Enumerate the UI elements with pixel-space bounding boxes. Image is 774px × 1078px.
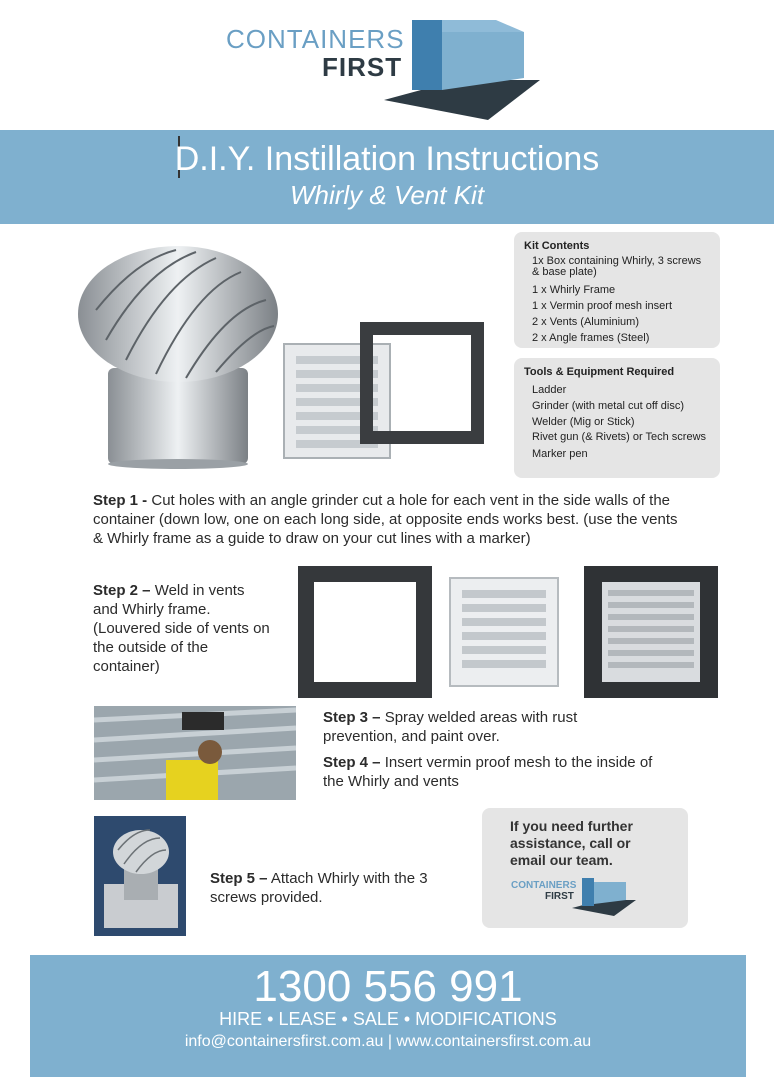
help-logo-text-containers: CONTAINERS (511, 880, 577, 891)
logo-text-first: FIRST (322, 52, 403, 82)
tool-item: Grinder (with metal cut off disc) (532, 400, 685, 412)
phone-number[interactable]: 1300 556 991 (253, 962, 523, 1011)
page-title: D.I.Y. Instillation Instructions (174, 140, 600, 178)
kit-item: 1x Box containing Whirly, 3 screws & base plate) (532, 255, 702, 278)
step-1 (93, 491, 683, 548)
logo-container-graphic (384, 18, 544, 126)
step-5-text: Attach Whirly with the 3 screws provided. (210, 870, 428, 906)
step-4-text: Insert vermin proof mesh to the inside of the Whirly and vents (323, 754, 653, 790)
page-subtitle: Whirly & Vent Kit (289, 180, 485, 210)
kit-item: 2 x Angle frames (Steel) (532, 332, 650, 344)
step-5-label: Step 5 – (210, 870, 268, 887)
angle-frame-image (360, 322, 484, 444)
worker-spray-image (94, 706, 296, 800)
step-4 (323, 753, 673, 791)
tools-heading: Tools & Equipment Required (524, 366, 675, 378)
kit-contents-heading: Kit Contents (524, 240, 590, 252)
help-logo-text-first: FIRST (545, 891, 574, 902)
step-2-label: Step 2 – (93, 582, 151, 599)
tool-item: Rivet gun (& Rivets) or Tech screws (532, 431, 707, 443)
tool-item: Ladder (532, 384, 567, 396)
step-5 (210, 869, 430, 907)
tools-box (514, 358, 720, 478)
step-3 (323, 708, 643, 746)
logo-text-containers: CONTAINERS (226, 24, 405, 54)
step-3-text: Spray welded areas with rust prevention, and paint over. (323, 709, 578, 745)
step-2 (93, 581, 273, 676)
step-3-label: Step 3 – (323, 709, 381, 726)
whirly-installed-image (94, 816, 186, 936)
step-4-label: Step 4 – (323, 754, 381, 771)
help-logo-graphic (572, 876, 638, 918)
step-1-text: Cut holes with an angle grinder cut a hole for each vent in the side walls of the container (down low, one on each long side, at opposite ends works best. (use the vents & Whirly frame as a guide to draw on your cut lines with a marker) (93, 492, 678, 547)
kit-item: 2 x Vents (Aluminium) (532, 316, 639, 328)
step-1-label: Step 1 - (93, 492, 148, 509)
step-2-text: Weld in vents and Whirly frame. (Louvered side of vents on the outside of the container) (93, 582, 270, 675)
kit-contents-box (514, 232, 720, 348)
tool-item: Marker pen (532, 448, 588, 460)
services-list: HIRE • LEASE • SALE • MODIFICATIONS (219, 1009, 557, 1029)
welded-vent-in-frame-image (584, 566, 718, 698)
tool-item: Welder (Mig or Stick) (532, 416, 635, 428)
weld-vent-image (448, 576, 560, 688)
contact-info[interactable]: info@containersfirst.com.au | www.containersfirst.com.au (184, 1033, 592, 1050)
kit-item: 1 x Vermin proof mesh insert (532, 300, 673, 312)
help-text: If you need further assistance, call or email our team. (510, 818, 633, 868)
weld-frame-image (298, 566, 432, 698)
whirly-image (76, 240, 286, 470)
kit-item: 1 x Whirly Frame (532, 284, 616, 296)
